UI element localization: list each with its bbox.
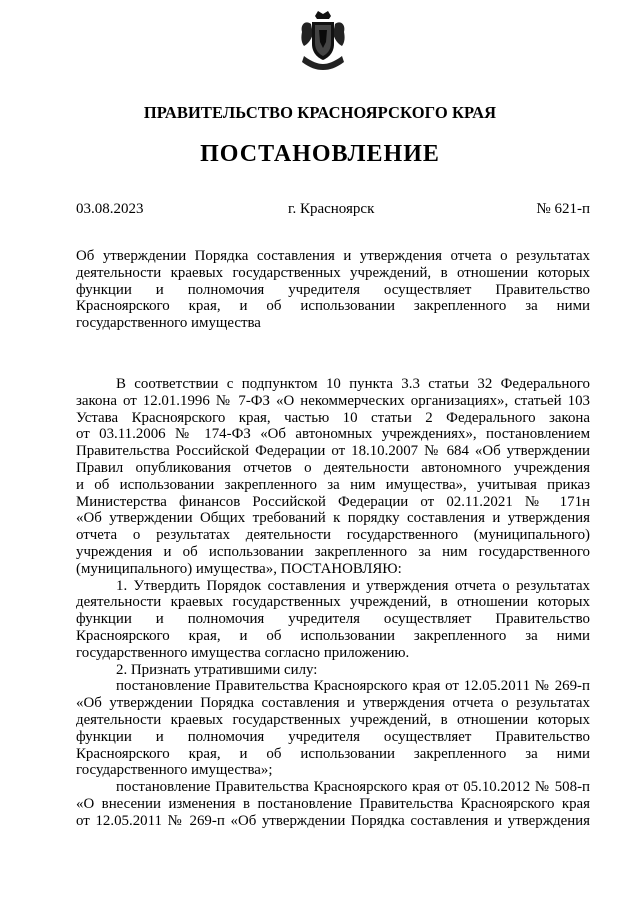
subject-line: Красноярского края, и об использовании закрепленного за ними xyxy=(76,298,590,315)
body-line: государственного имущества»; xyxy=(76,762,273,779)
body-line: деятельности краевых государственных учреждений, в отношении которых xyxy=(76,711,590,728)
document-city: г. Красноярск xyxy=(288,201,375,217)
body-line: 2. Признать утратившими силу: xyxy=(116,661,318,678)
document-meta xyxy=(76,201,590,221)
body-line: «Об утверждении Общих требований к порядку составления и утверждения xyxy=(76,510,590,527)
document-number: № 621-п xyxy=(536,201,590,217)
body-line: Устава Красноярского края, частью 10 статьи 2 Федерального закона xyxy=(76,409,590,426)
body-line: отчета о результатах деятельности государственного (муниципального) xyxy=(76,527,590,544)
body-line: Правил опубликования отчетов о деятельности автономного учреждения xyxy=(76,459,590,476)
body-line: от 12.05.2011 № 269-п «Об утверждении Порядка составления и утверждения xyxy=(76,812,590,829)
body-line: закона от 12.01.1996 № 7-ФЗ «О некоммерческих организациях», статьей 103 xyxy=(76,392,590,409)
document-body xyxy=(76,376,590,830)
body-line: деятельности краевых государственных учреждений, в отношении которых xyxy=(76,594,590,611)
government-name: ПРАВИТЕЛЬСТВО КРАСНОЯРСКОГО КРАЯ xyxy=(143,103,497,122)
subject-line: государственного имущества xyxy=(76,315,261,332)
document-type-title: ПОСТАНОВЛЕНИЕ xyxy=(200,141,440,167)
body-line: (муниципального) имущества», ПОСТАНОВЛЯЮ: xyxy=(76,560,402,577)
coat-of-arms-icon xyxy=(298,10,348,72)
document-date: 03.08.2023 xyxy=(76,201,144,217)
body-line: 1. Утвердить Порядок составления и утверждения отчета о результатах xyxy=(116,577,590,594)
body-line: «О внесении изменения в постановление Правительства Красноярского края xyxy=(76,795,590,812)
body-line: Министерства финансов Российской Федерации от 02.11.2021 № 171н xyxy=(76,493,590,510)
body-line: Красноярского края, и об использовании закрепленного за ними xyxy=(76,627,590,644)
body-line: постановление Правительства Красноярского края от 12.05.2011 № 269-п xyxy=(116,678,590,695)
document-subject xyxy=(76,248,590,332)
body-line: постановление Правительства Красноярского края от 05.10.2012 № 508-п xyxy=(116,779,590,796)
body-line: В соответствии с подпунктом 10 пункта 3.3 статьи 32 Федерального xyxy=(116,376,590,392)
body-line: государственного имущества согласно приложению. xyxy=(76,644,410,661)
body-line: функции и полномочия учредителя осуществляет Правительство xyxy=(76,611,590,628)
subject-line: функции и полномочия учредителя осуществляет Правительство xyxy=(76,281,590,298)
body-line: функции и полномочия учредителя осуществляет Правительство xyxy=(76,728,590,745)
body-line: «Об утверждении Порядка составления и утверждения отчета о результатах xyxy=(76,695,590,712)
body-line: и об использовании закрепленного за ним имущества», учитывая приказ xyxy=(76,476,590,493)
body-line: Правительства Российской Федерации от 18.10.2007 № 684 «Об утверждении xyxy=(76,443,590,460)
body-line: Красноярского края, и об использовании закрепленного за ними xyxy=(76,745,590,762)
subject-line: деятельности краевых государственных учреждений, в отношении которых xyxy=(76,264,590,281)
body-line: учреждения и об использовании закрепленного за ним государственного xyxy=(76,543,590,560)
subject-line: Об утверждении Порядка составления и утверждения отчета о результатах xyxy=(76,248,590,264)
body-line: от 03.11.2006 № 174-ФЗ «Об автономных учреждениях», постановлением xyxy=(76,426,590,443)
